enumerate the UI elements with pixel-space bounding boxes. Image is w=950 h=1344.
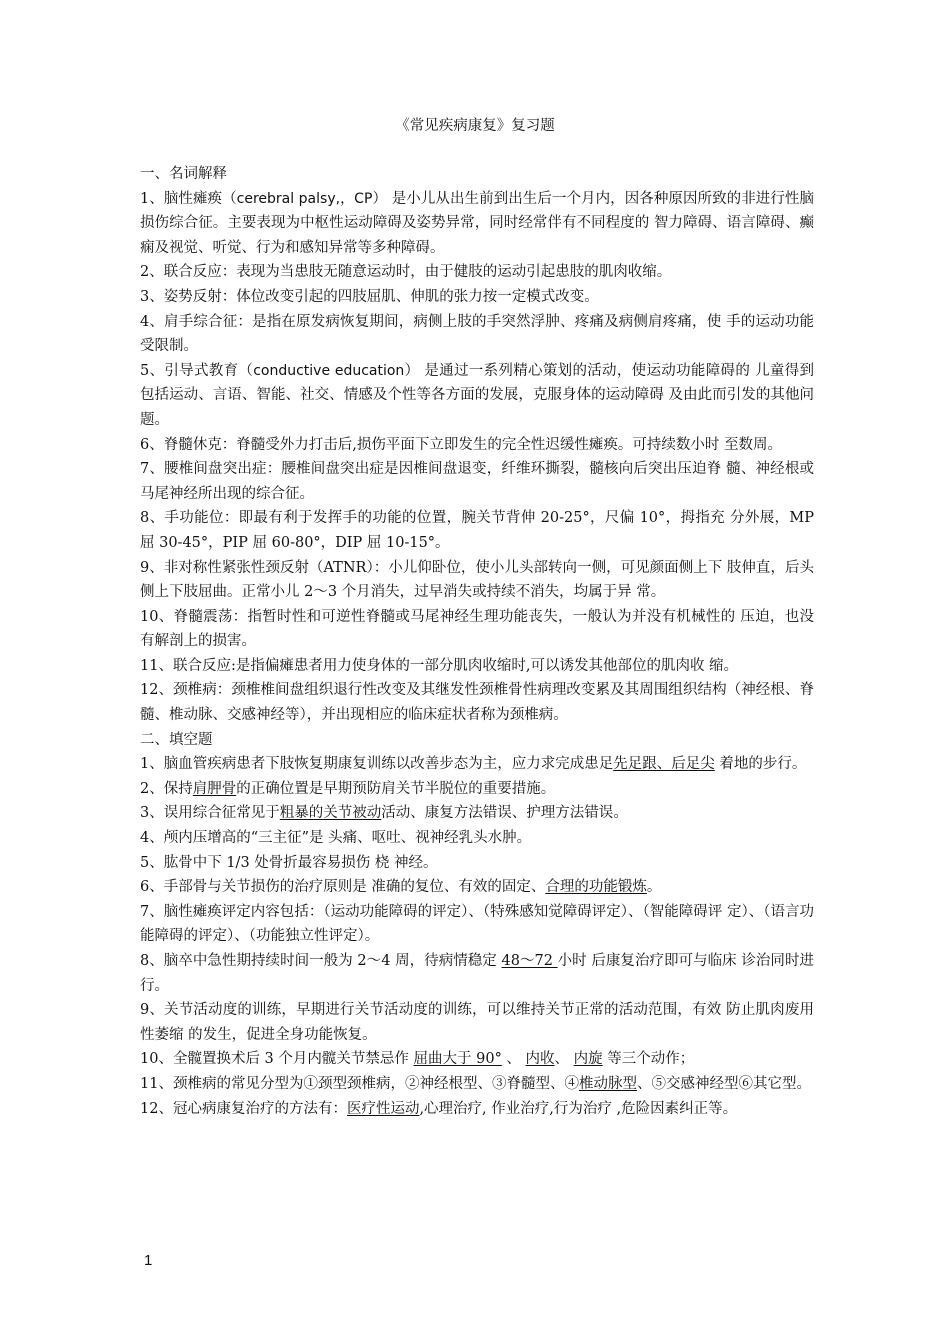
text-segment: 小时 后康复治疗即可与临床 诊治同时进行。 <box>140 953 814 994</box>
definition-item: 3、姿势反射：体位改变引起的四肢屈肌、伸肌的张力按一定模式改变。 <box>140 288 599 305</box>
definition-item: 4、肩手综合征：是指在原发病恢复期间，病侧上肢的手突然浮肿、疼痛及病侧肩疼痛，使 手的运动功能受限制。 <box>140 313 814 355</box>
text-segment: 、 <box>554 1051 574 1068</box>
text-segment: 活动、康复方法错误、护理方法错误。 <box>381 805 628 822</box>
english-term: cerebral palsy,，CP <box>236 190 373 207</box>
text-segment: 2、保持 <box>140 780 193 797</box>
fill-in-item <box>140 1047 814 1072</box>
text-segment: 6、手部骨与关节损伤的治疗原则是 准确的复位、有效的固定、 <box>140 879 546 896</box>
text-segment: 8、脑卒中急性期持续时间一般为 2～4 周，待病情稳定 <box>140 953 502 969</box>
text-segment: ） 是小儿从出生前到出生后一个月内，因各种原因所致的非进行性脑损伤综合征。主要表现为中枢性运动障碍及姿势异常，同时经常伴有不同程度的 智力障碍、语言障碍、癫痫及视觉、听觉、行为和感知异常等多种障碍。 <box>140 190 814 256</box>
definition-item: 7、腰椎间盘突出症：腰椎间盘突出症是因椎间盘退变，纤维环撕裂，髓核向后突出压迫脊 髓、神经根或马尾神经所出现的综合征。 <box>140 461 814 502</box>
text-segment: 等三个动作； <box>602 1051 695 1068</box>
text-segment: 1、脑血管疾病患者下肢恢复期康复训练以改善步态为主，应力求完成患足 <box>140 756 614 773</box>
text-segment: 。 <box>646 879 662 896</box>
fill-in-item: 9、关节活动度的训练，早期进行关节活动度的训练，可以维持关节正常的活动范围，有效 防止肌肉废用性萎缩 的发生，促进全身功能恢复。 <box>140 1002 814 1043</box>
definition-item <box>140 187 814 261</box>
english-term: conductive education <box>253 362 405 379</box>
fill-in-item <box>140 752 814 777</box>
answer-underlined: 医疗性运动 <box>346 1100 420 1117</box>
text-segment: 12、冠心病康复治疗的方法有： <box>140 1100 347 1117</box>
fill-in-item <box>140 1072 814 1097</box>
text-segment: ,心理治疗, 作业治疗,行为治疗 ,危险因素纠正等。 <box>419 1100 738 1117</box>
fill-in-item <box>140 801 814 826</box>
answer-underlined: 粗暴的关节被动 <box>279 805 382 822</box>
definition-item: 9、非对称性紧张性颈反射（ATNR）：小儿仰卧位，使小儿头部转向一侧，可见颜面侧上下 肢伸直，后头侧上下肢屈曲。正常小儿 2～3 个月消失，过早消失或持续不消失，均属于异 常。 <box>140 559 814 601</box>
text-segment: 1、脑性瘫痪（ <box>140 190 237 207</box>
page-title: 《常见疾病康复》复习题 <box>395 118 555 134</box>
answer-underlined: 椎动脉型 <box>578 1075 637 1092</box>
answer-underlined: 肩胛骨 <box>192 780 237 797</box>
page-number: 1 <box>144 1252 153 1269</box>
answer-underlined: 内旋 <box>573 1051 603 1068</box>
text-segment: 、⑤交感神经型⑥其它型。 <box>636 1075 811 1092</box>
text-segment: 3、误用综合征常见于 <box>140 805 280 822</box>
definition-item: 11、联合反应:是指偏瘫患者用力使身体的一部分肌肉收缩时,可以诱发其他部位的肌肉收 缩。 <box>140 657 739 674</box>
section-heading-fill-in: 二、填空题 <box>140 731 213 748</box>
fill-in-item: 7、脑性瘫痪评定内容包括：（运动功能障碍的评定）、（特殊感知觉障碍评定）、（智能障碍评 定）、（语言功能障碍的评定）、（功能独立性评定）。 <box>140 903 814 945</box>
text-segment: 5、引导式教育（ <box>140 362 254 379</box>
document-body <box>140 162 814 1121</box>
definition-item: 8、手功能位：即最有利于发挥手的功能的位置，腕关节背伸 20-25°，尺偏 10°，拇指充 分外展，MP 屈 30-45°，PIP 屈 60-80°，DIP 屈 10-15°。 <box>140 510 814 551</box>
section-heading-definitions: 一、名词解释 <box>140 166 227 182</box>
answer-underlined: 合理的功能锻炼 <box>545 879 647 896</box>
text-segment: 的正确位置是早期预防肩关节半脱位的重要措施。 <box>236 780 556 797</box>
text-segment: 着地的步行。 <box>714 756 807 773</box>
text-segment: 、 <box>501 1051 526 1068</box>
answer-underlined: 屈曲大于 90° <box>413 1051 502 1068</box>
text-segment: 10、全髋置换术后 3 个月内髋关节禁忌作 <box>140 1051 414 1068</box>
definition-item: 2、联合反应：表现为当患肢无随意运动时，由于健肢的运动引起患肢的肌肉收缩。 <box>140 264 672 281</box>
fill-in-item <box>140 1097 814 1122</box>
text-segment: 11、颈椎病的常见分型为①颈型颈椎病，②神经根型、③脊髓型、④ <box>140 1075 579 1092</box>
text-segment: ） 是通过一系列精心策划的活动，使运动功能障碍的 儿童得到包括运动、言语、智能、社交、情感及个性等各方面的发展，克服身体的运动障碍 及由此而引发的其他问题。 <box>140 362 814 428</box>
answer-underlined: 先足跟、后足尖 <box>613 756 715 773</box>
fill-in-item <box>140 949 814 998</box>
definition-item: 10、脊髓震荡：指暂时性和可逆性脊髓或马尾神经生理功能丧失，一般认为并没有机械性的 压迫，也没有解剖上的损害。 <box>140 608 814 650</box>
answer-underlined: 48～72 <box>501 953 558 969</box>
answer-underlined: 内收 <box>525 1051 555 1068</box>
definition-item: 12、颈椎病：颈椎椎间盘组织退行性改变及其继发性颈椎骨性病理改变累及其周围组织结构（神经根、脊髓、椎动脉、交感神经等），并出现相应的临床症状者称为颈椎病。 <box>140 682 814 724</box>
definition-item <box>140 359 814 433</box>
fill-in-item: 4、颅内压增高的“三主征”是 头痛、呕吐、视神经乳头水肿。 <box>140 830 532 847</box>
definition-item: 6、脊髓休克：脊髓受外力打击后,损伤平面下立即发生的完全性迟缓性瘫痪。可持续数小时 至数周。 <box>140 436 782 453</box>
fill-in-item <box>140 875 814 900</box>
fill-in-item <box>140 777 814 802</box>
fill-in-item: 5、肱骨中下 1/3 处骨折最容易损伤 桡 神经。 <box>140 854 438 871</box>
